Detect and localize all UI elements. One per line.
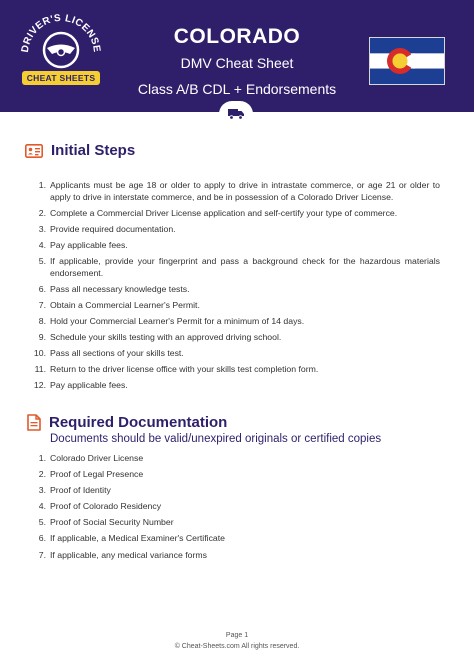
- initial-steps-heading: [25, 142, 135, 159]
- list-item: 11. Return to the driver license office with your skills test completion form.: [34, 364, 319, 375]
- initial-steps-title: Initial Steps: [51, 142, 136, 159]
- id-card-icon: [25, 144, 43, 158]
- required-documentation-heading: [25, 414, 227, 431]
- list-item: 8. Hold your Commercial Learner's Permit for a minimum of 14 days.: [38, 315, 305, 326]
- list-item: 4. Pay applicable fees.: [38, 239, 128, 250]
- truck-icon: [228, 108, 244, 120]
- required-documentation-subtitle: Documents should be valid/unexpired originals or certified copies: [50, 433, 382, 445]
- list-item: 3. Provide required documentation.: [38, 223, 176, 234]
- list-item: 7. If applicable, any medical variance forms: [38, 549, 207, 560]
- list-item: 1. Applicants must be age 18 or older to apply to drive in intrastate commerce, or age 21 or older to apply to drive in interstate commerce, and be in possession of a Colorado Driver License.: [38, 180, 440, 202]
- list-item: 7. Obtain a Commercial Learner's Permit.: [38, 299, 200, 310]
- logo-arc-text: DRIVER'S LICENSE: [19, 12, 103, 54]
- title-block: [118, 24, 356, 100]
- copyright-text: © Cheat-Sheets.com All rights reserved.: [174, 643, 300, 650]
- list-item: 2. Complete a Commercial Driver License application and self-certify your type of commerce.: [38, 207, 398, 218]
- page-subtitle: DMV Cheat Sheet: [180, 55, 294, 71]
- page-title: COLORADO: [173, 25, 301, 48]
- required-documentation-title: Required Documentation: [49, 414, 228, 431]
- list-item: 6. Pass all necessary knowledge tests.: [38, 283, 190, 294]
- truck-badge: [219, 101, 253, 127]
- logo-banner-text: CHEAT SHEETS: [22, 71, 101, 85]
- list-item: 6. If applicable, a Medical Examiner's Certificate: [38, 533, 226, 544]
- list-item: 3. Proof of Identity: [38, 485, 111, 496]
- page-header: [0, 0, 474, 112]
- list-item: 10. Pass all sections of your skills test.: [33, 348, 184, 359]
- list-item: 5. Proof of Social Security Number: [38, 517, 174, 528]
- list-item: 1. Colorado Driver License: [38, 453, 144, 463]
- colorado-flag-icon: [369, 37, 445, 85]
- page-footer: [0, 630, 474, 652]
- list-item: 4. Proof of Colorado Residency: [38, 501, 162, 512]
- steering-wheel-icon: [18, 10, 104, 70]
- document-icon: [27, 414, 41, 431]
- page-subtitle-class: Class A/B CDL + Endorsements: [137, 81, 337, 97]
- list-item: 9. Schedule your skills testing with an approved driving school.: [38, 331, 282, 342]
- site-logo: [18, 10, 104, 96]
- page-number: Page 1: [225, 632, 249, 639]
- list-item: 2. Proof of Legal Presence: [38, 469, 144, 480]
- required-documentation-list: [38, 453, 440, 566]
- list-item: 5. If applicable, provide your fingerprint and pass a background check for the hazardous materials endorsement.: [38, 255, 440, 278]
- initial-steps-list: [33, 180, 440, 396]
- list-item: 12. Pay applicable fees.: [33, 380, 128, 391]
